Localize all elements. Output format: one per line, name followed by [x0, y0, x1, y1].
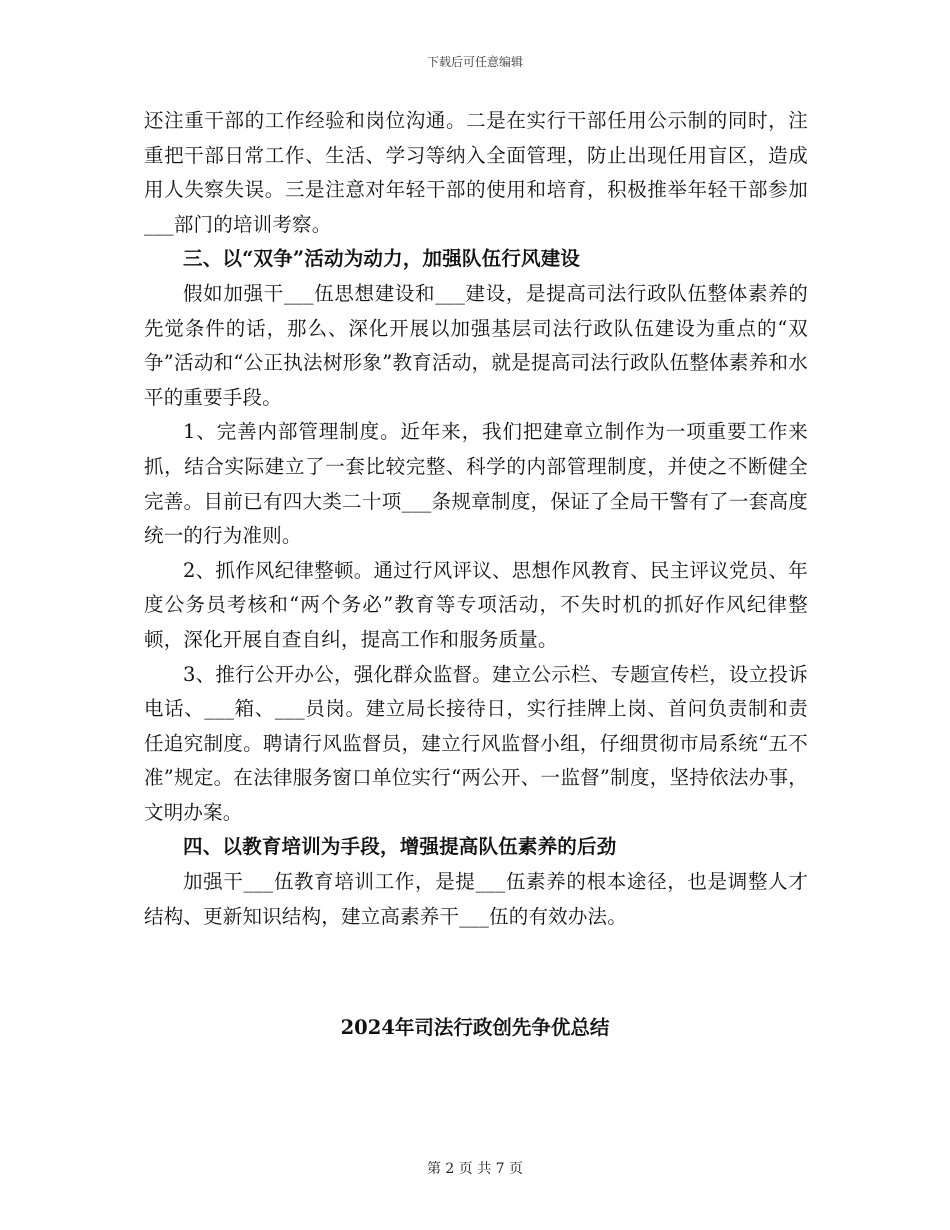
body-paragraph: 3、推行公开办公，强化群众监督。建立公示栏、专题宣传栏，设立投诉电话、___箱、___员岗。建立局长接待日，实行挂牌上岗、首问负责制和责任追究制度。聘请行风监督员，建立行风监督小组，仔细贯彻市局系统“五不准”规定。在法律服务窗口单位实行“两公开、一监督”制度，坚持依法办事，文明办案。 — [144, 662, 808, 824]
body-paragraph: 1、完善内部管理制度。近年来，我们把建章立制作为一项重要工作来抓，结合实际建立了一套比较完整、科学的内部管理制度，并使之不断健全完善。目前已有四大类二十项___条规章制度，保证了全局干警有了一套高度统一的行为准则。 — [144, 420, 808, 548]
section-heading: 三、以“双争”活动为动力，加强队伍行风建设 — [183, 247, 581, 271]
body-paragraph: 加强干___伍教育培训工作，是提___伍素养的根本途径，也是调整人才结构、更新知识结构，建立高素养干___伍的有效办法。 — [144, 870, 808, 928]
body-paragraph: 还注重干部的工作经验和岗位沟通。二是在实行干部任用公示制的同时，注重把干部日常工作、生活、学习等纳入全面管理，防止出现任用盲区，造成用人失察失误。三是注意对年轻干部的使用和培育，积极推举年轻干部参加___部门的培训考察。 — [144, 109, 808, 236]
section-heading: 四、以教育培训为手段，增强提高队伍素养的后劲 — [183, 835, 617, 859]
document-title: 2024年司法行政创先争优总结 — [340, 1016, 610, 1039]
page-footer: 第 2 页 共 7 页 — [426, 1161, 524, 1177]
page-header: 下载后可任意编辑 — [426, 55, 523, 69]
body-paragraph: 假如加强干___伍思想建设和___建设，是提高司法行政队伍整体素养的先觉条件的话，那么、深化开展以加强基层司法行政队伍建设为重点的“双争”活动和“公正执法树形象”教育活动，就是提高司法行政队伍整体素养和水平的重要手段。 — [144, 281, 808, 409]
body-paragraph: 2、抓作风纪律整顿。通过行风评议、思想作风教育、民主评议党员、年度公务员考核和“两个务必”教育等专项活动，不失时机的抓好作风纪律整顿，深化开展自查自纠，提高工作和服务质量。 — [144, 558, 808, 651]
document-body — [144, 104, 808, 934]
